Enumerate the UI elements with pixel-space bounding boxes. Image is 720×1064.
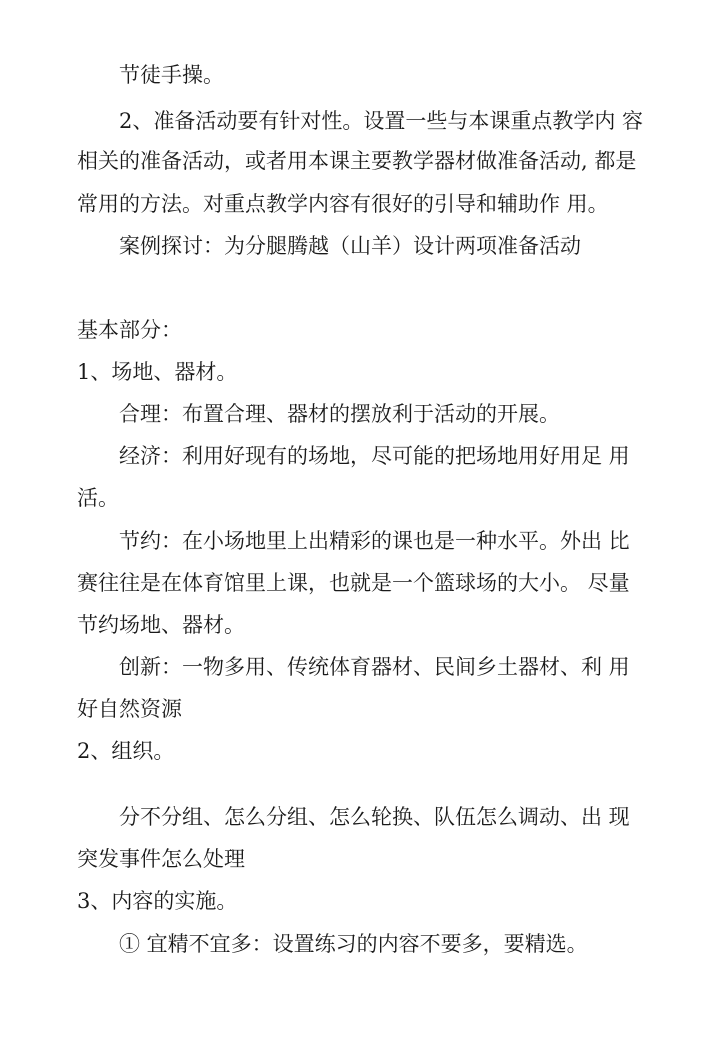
text-line: ① 宜精不宜多：设置练习的内容不要多，要精选。 [119, 932, 588, 956]
text-line: 创新：一物多用、传统体育器材、民间乡土器材、利 用 [119, 655, 630, 679]
text-line: 节约：在小场地里上出精彩的课也是一种水平。外出 比 [119, 529, 630, 553]
text-line: 赛往往是在体育馆里上课，也就是一个篮球场的大小。 尽量 [77, 571, 630, 595]
text-line: 好自然资源 [77, 697, 182, 721]
text-line: 节约场地、器材。 [77, 613, 245, 637]
text-line: 分不分组、怎么分组、怎么轮换、队伍怎么调动、出 现 [119, 805, 630, 829]
text-line: 节徒手操。 [119, 63, 224, 87]
text-line: 活。 [77, 486, 119, 510]
text-line: 2、准备活动要有针对性。设置一些与本课重点教学内 容 [119, 109, 644, 133]
text-line: 3、内容的实施。 [77, 889, 238, 913]
text-line: 1、场地、器材。 [77, 360, 238, 384]
text-line: 经济：利用好现有的场地，尽可能的把场地用好用足 用 [119, 444, 630, 468]
text-line: 突发事件怎么处理 [77, 847, 245, 871]
section-heading: 基本部分： [77, 318, 182, 342]
text-line: 常用的方法。对重点教学内容有很好的引导和辅助作 用。 [77, 192, 609, 216]
text-line: 合理：布置合理、器材的摆放利于活动的开展。 [119, 402, 560, 426]
text-line: 2、组织。 [77, 739, 175, 763]
text-line: 相关的准备活动，或者用本课主要教学器材做准备活动, 都是 [77, 149, 637, 173]
text-line: 案例探讨：为分腿腾越（山羊）设计两项准备活动 [119, 234, 581, 258]
